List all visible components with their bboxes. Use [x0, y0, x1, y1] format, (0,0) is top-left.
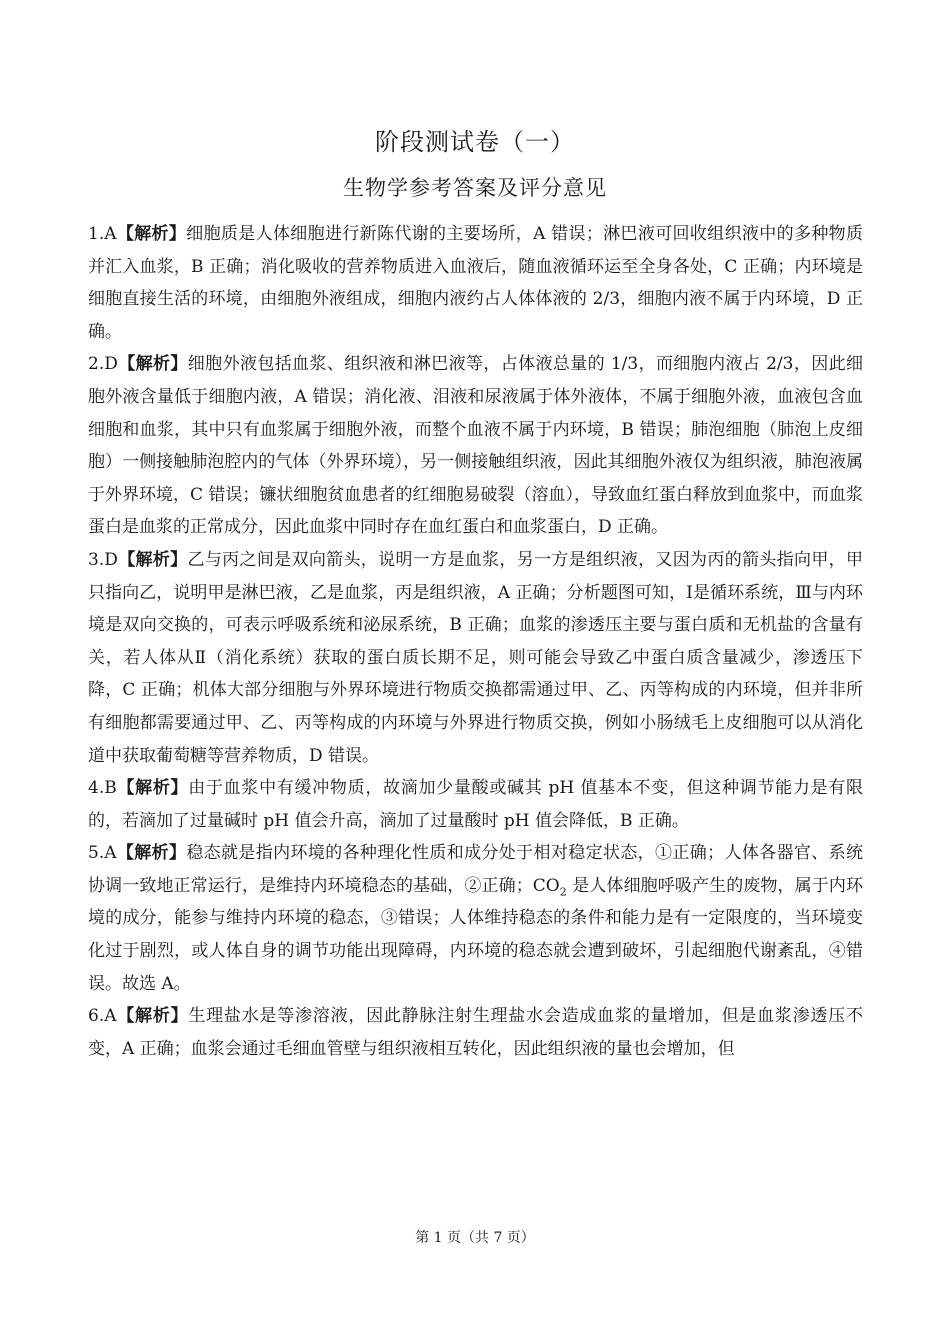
- answer-text: 由于血浆中有缓冲物质，故滴加少量酸或碱其 pH 值基本不变，但这种调节能力是有限的，若滴加了过量碱时 pH 值会升高，滴加了过量酸时 pH 值会降低，B 正确。: [88, 778, 864, 831]
- analysis-tag: 【解析】: [116, 224, 187, 244]
- answer-list: [88, 218, 863, 1065]
- analysis-tag: 【解析】: [116, 843, 187, 864]
- answer-text-part2: 是人体细胞呼吸产生的废物，属于内环境的成分，能参与维持内环境的稳态，③错误；人体维持稳态的条件和能力是有一定限度的，当环境变化过于剧烈，或人体自身的调节功能出现障碍，内环境的稳态就会遭到破坏，引起细胞代谢紊乱，④错误。故选 A。: [88, 875, 864, 994]
- answer-text: 乙与丙之间是双向箭头，说明一方是血浆，另一方是组织液，又因为丙的箭头指向甲，甲只指向乙，说明甲是淋巴液，乙是血浆，丙是组织液，A 正确；分析题图可知，Ⅰ是循环系统，Ⅲ与内环境是双向交换的，可表示呼吸系统和泌尿系统，B 正确；血浆的渗透压主要与蛋白质和无机盐的含量有关，若人体从Ⅱ（消化系统）获取的蛋白质长期不足，则可能会导致乙中蛋白质含量减少，渗透压下降，C 正确；机体大部分细胞与外界环境进行物质交换都需通过甲、乙、丙等构成的内环境，但并非所有细胞都需要通过甲、乙、丙等构成的内环境与外界进行物质交换，例如小肠绒毛上皮细胞可以从消化道中获取葡萄糖等营养物质，D 错误。: [88, 549, 864, 766]
- analysis-tag: 【解析】: [117, 354, 188, 375]
- answer-item-6: [88, 1000, 863, 1065]
- answer-item-1: [88, 218, 863, 348]
- page-subtitle: 生物学参考答案及评分意见: [343, 176, 607, 200]
- answer-number: 1.A: [88, 224, 117, 244]
- answer-text-part1: 稳态就是指内环境的各种理化性质和成分处于相对稳定状态，①正确；人体各器官、系统协调一致地正常运行，是维持内环境稳态的基础，②正确；CO: [88, 843, 864, 896]
- answer-text: 生理盐水是等渗溶液，因此静脉注射生理盐水会造成血浆的量增加，但是血浆渗透压不变，A 正确；血浆会通过毛细血管壁与组织液相互转化，因此组织液的量也会增加，但: [88, 1006, 864, 1059]
- answer-text: 细胞质是人体细胞进行新陈代谢的主要场所，A 错误；淋巴液可回收组织液中的多种物质并汇入血浆，B 正确；消化吸收的营养物质进入血液后，随血液循环运至全身各处，C 正确；内环境是细胞直接生活的环境，由细胞外液组成，细胞内液约占人体体液的 2/3，细胞内液不属于内环境，D 正确。: [88, 224, 864, 342]
- analysis-tag: 【解析】: [117, 549, 188, 570]
- answer-number: 2.D: [88, 354, 118, 375]
- answer-number: 5.A: [88, 843, 117, 864]
- answer-text: 细胞外液包括血浆、组织液和淋巴液等，占体液总量的 1/3，而细胞内液占 2/3，因此细胞外液含量低于细胞内液，A 错误；消化液、泪液和尿液属于体外液体，不属于细胞外液，血液包含血细胞和血浆，其中只有血浆属于细胞外液，而整个血液不属于内环境，B 错误；肺泡细胞（肺泡上皮细胞）一侧接触肺泡腔内的气体（外界环境），另一侧接触组织液，因此其细胞外液仅为组织液，肺泡液属于外界环境，C 错误；镰状细胞贫血患者的红细胞易破裂（溶血），导致血红蛋白释放到血浆中，而血浆蛋白是血浆的正常成分，因此血浆中同时存在血红蛋白和血浆蛋白，D 正确。: [88, 354, 863, 538]
- answer-item-2: [88, 348, 863, 544]
- analysis-tag: 【解析】: [116, 1006, 189, 1027]
- analysis-tag: 【解析】: [116, 778, 189, 799]
- page-title: 阶段测试卷（一）: [375, 128, 575, 156]
- answer-number: 6.A: [88, 1006, 117, 1027]
- answer-item-3: [88, 544, 863, 772]
- answer-item-4: [88, 772, 863, 837]
- page-footer: 第 1 页（共 7 页）: [415, 1230, 535, 1246]
- answer-number: 3.D: [88, 549, 118, 570]
- answer-number: 4.B: [88, 778, 117, 799]
- subscript-2: 2: [559, 885, 567, 899]
- answer-item-5: [88, 837, 863, 1000]
